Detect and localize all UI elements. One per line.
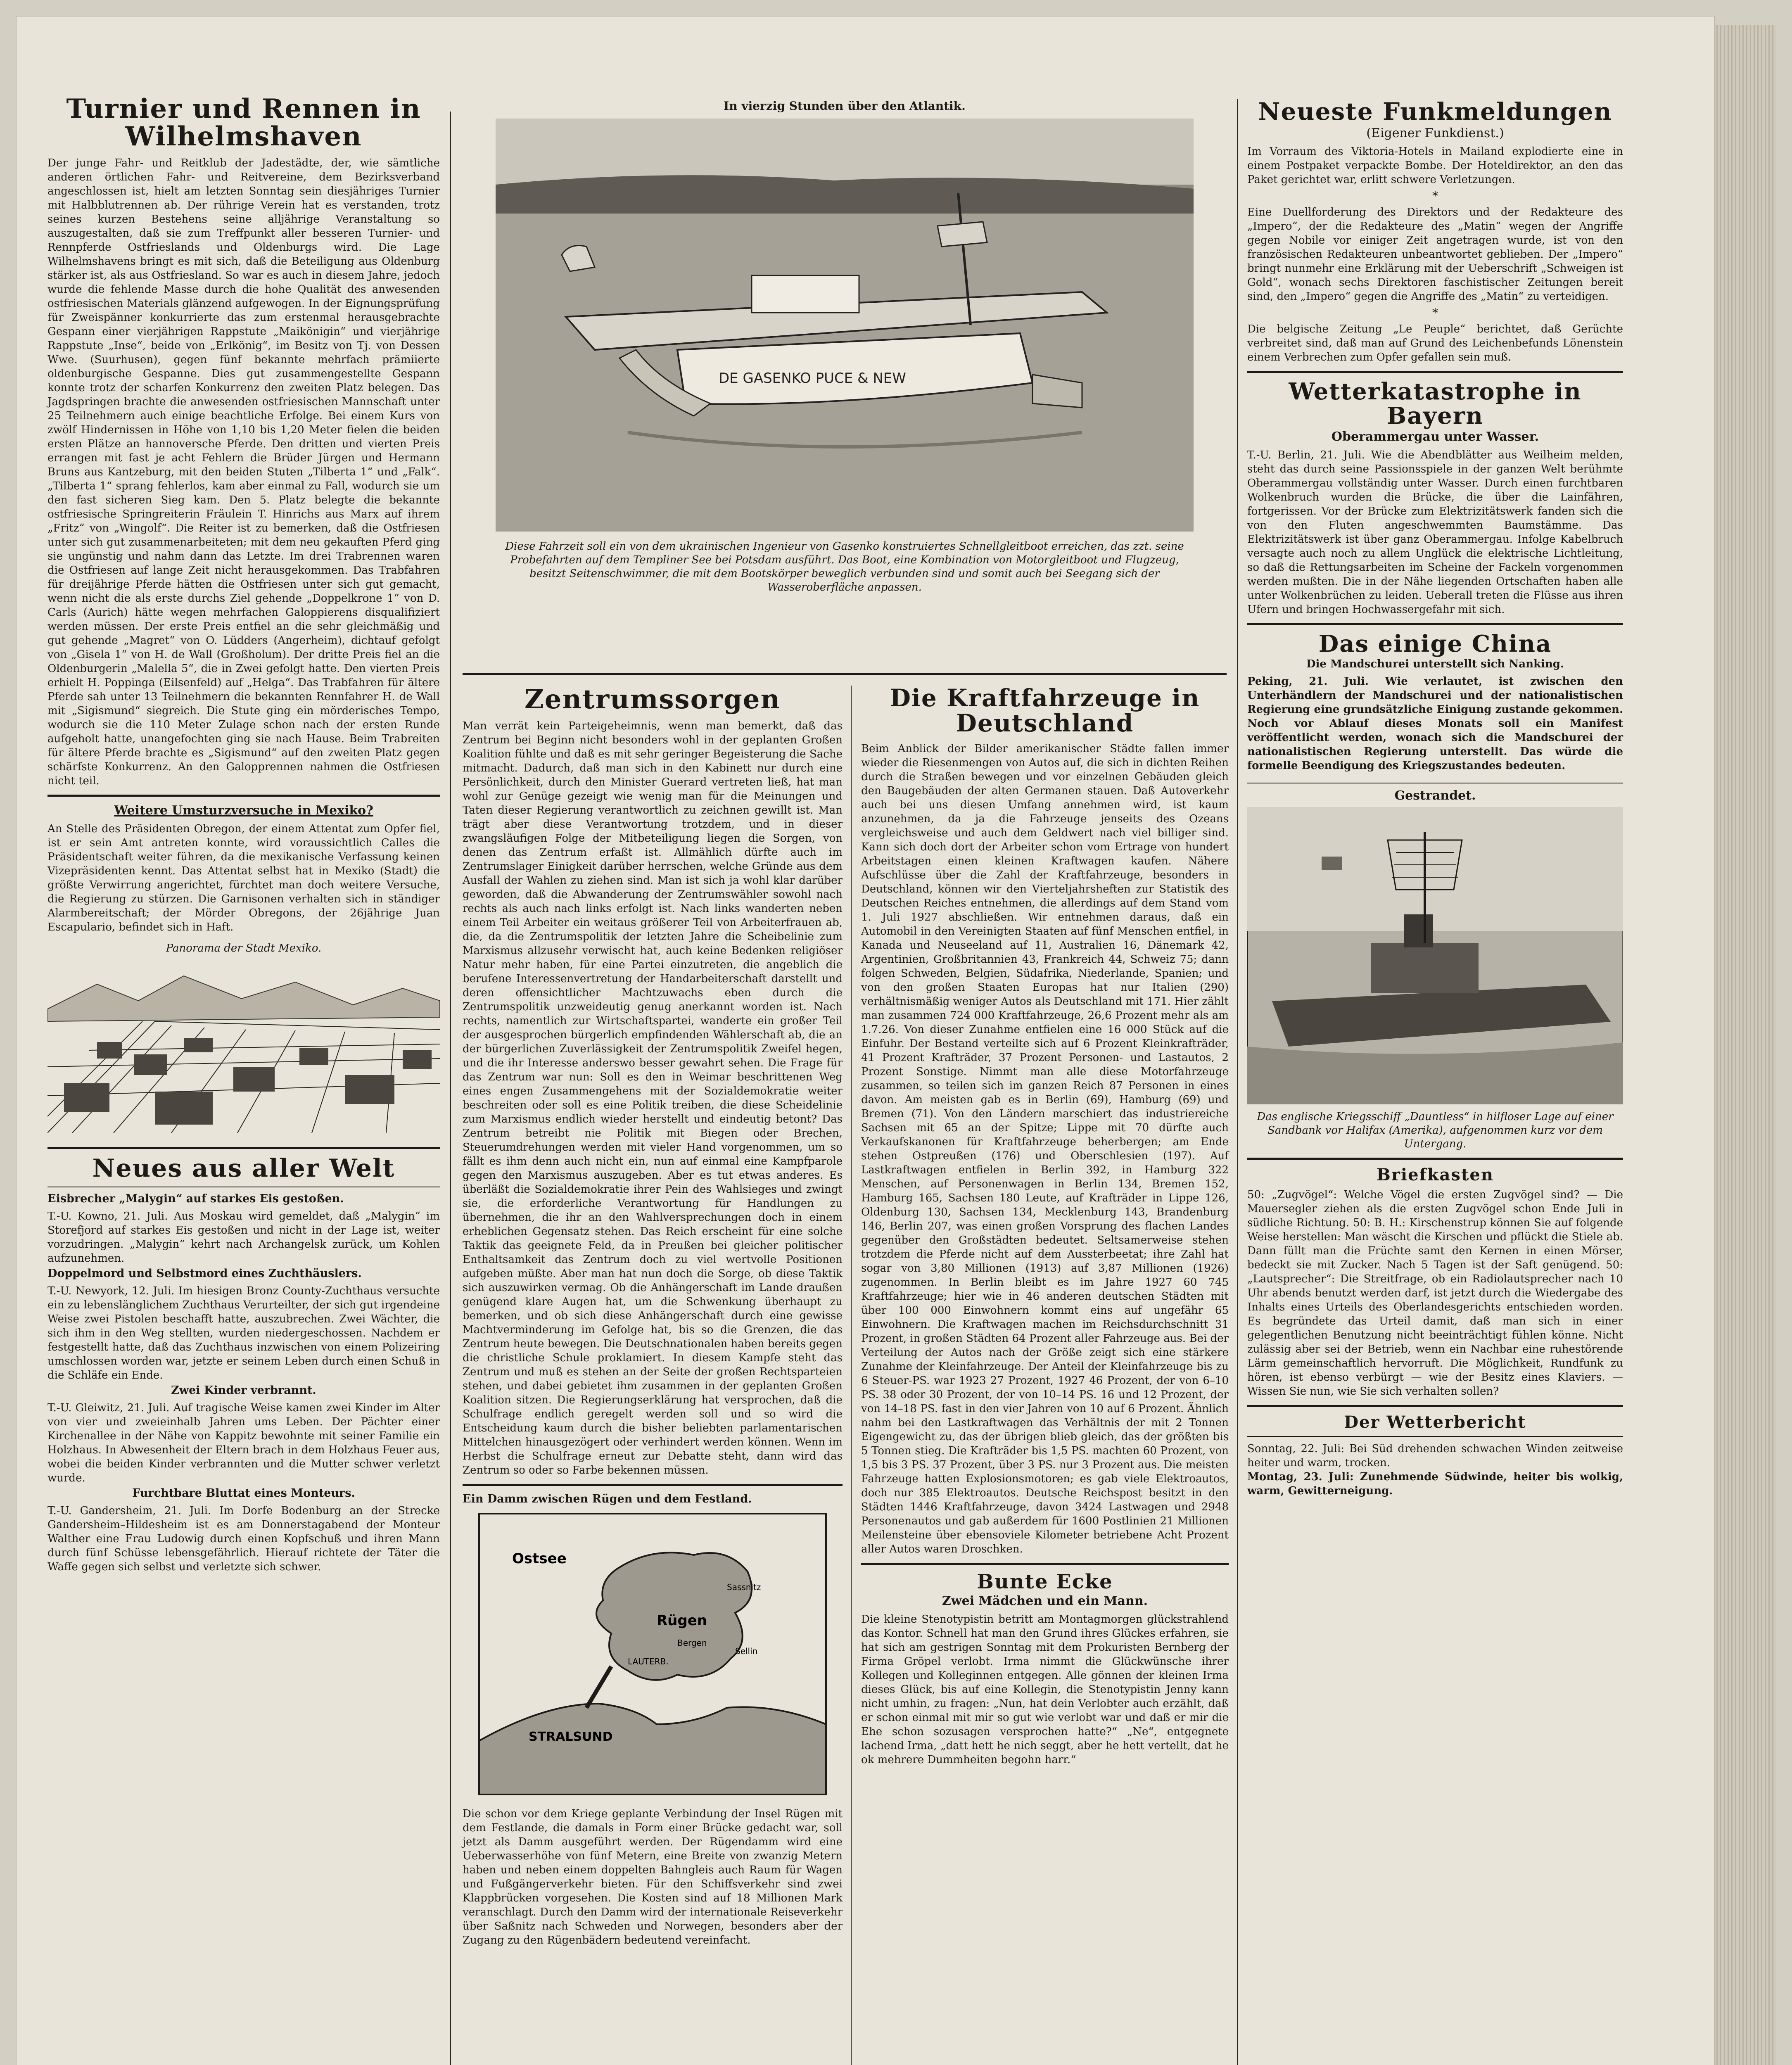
article-bayern: T.-U. Berlin, 21. Juli. Wie die Abendblätter aus Weilheim melden, steht das durch seine Passionsspiele in der ganzen Welt berühmte Oberammergau vollständig unter Wasser. Durch einen furchtbaren Wolkenbruch wurden die Brücke, die über die Lainfähren, fortgerissen. Vor der Brücke zum Elektrizitätswerk fanden sich die von den Fluten angeschwemmten Baumstämme. Das Elektrizitätswerk ist über ganz Oberammergau. Infolge Kabelbruch versagte auch noch zu allem Unglück die elektrische Lichtleitung, so daß die Rettungsarbeiten im Scheine der Fackeln vorgenommen werden mußten. Die in der Nähe liegenden Ortschaften haben alle unter Wolkenbrüchen zu leiden. Ueberall treten die Flüsse aus ihren Ufern und bringen Hochwassergefahr mit sich. — [1247, 449, 1623, 616]
headline-bayern: Wetterkatastrophe in Bayern — [1289, 377, 1582, 430]
photo-caption: Diese Fahrzeit soll ein von dem ukrainischen Ingenieur von Gasenko konstruiertes Schnellgleitboot erreichen, das zzt. seine Probefahrten auf dem Templiner See bei Potsdam ausführt. Das Boot, eine Kombination von Motorgleitboot und Flugzeug, besitzt Seitenschwimmer, die mit dem Bootskörper beweglich verbunden sind und somit auch bei Seegang sich der Wasseroberfläche anpassen. — [505, 540, 1184, 593]
news1-text: T.-U. Kowno, 21. Juli. Aus Moskau wird gemeldet, daß „Malygin“ im Storefjord auf starkes Eis gestoßen und nicht in der Lage ist, weiter vorzudringen. „Malygin“ kehrt nach Archangelsk zurück, um Kohlen aufzunehmen. — [47, 1210, 440, 1265]
map-sellin: Sellin — [735, 1646, 758, 1657]
funk-item-3: Die belgische Zeitung „Le Peuple“ berichtet, daß Gerüchte verbreitet sind, daß man auf Grund des Leichenbefunds Lönenstein einem Verbrechen zum Opfer gefallen sein muß. — [1247, 323, 1623, 363]
headline-neues: Neues aus aller Welt — [92, 1154, 395, 1183]
article-kraft: Beim Anblick der Bilder amerikanischer Städte fallen immer wieder die Riesenmengen von Autos auf, die sich in dichten Reihen durch die Straßen bewegen und vor einzelnen Gebäuden gleich den Baugebäuden der alten Germanen stauen. Daß Autoverkehr auch bei uns diesen Umfang annehmen wird, ist kaum anzunehmen, da ja die Fahrzeuge jenseits des Ozeans vergleichsweise und auch dem Geldwert nach viel billiger sind. Kann sich doch dort der Arbeiter schon vom Ertrage von hundert Arbeitstagen einen kleinen Kraftwagen kaufen. Nähere Aufschlüsse über die Zahl der Kraftfahrzeuge, besonders in Deutschland, können wir den Vierteljahrsheften zur Statistik des Deutschen Reiches entnehmen, die allerdings auf dem Stand vom 1. Juli 1927 abschließen. Wir entnehmen daraus, daß ein Automobil in den Vereinigten Staaten auf fünf Menschen entfiel, in Kanada und Neuseeland auf 11, Australien 16, Dänemark 42, Argentinien, Großbritannien 43, Frankreich 44, Schweiz 75; dann folgen Schweden, Belgien, Südafrika, Niederlande, Spanien; und von den großen Staaten Europas hat nur Italien (290) verhältnismäßig weniger Autos als Deutschland mit 171. Hier zählt man zusammen 724 000 Kraftfahrzeuge, 26,6 Prozent mehr als am 1.7.26. Von dieser Zunahme entfielen eine 16 000 Stück auf die Einfuhr. Der Bestand verteilte sich auf 6 Prozent Kleinkrafträder, 41 Prozent Krafträder, 37 Prozent Personen- und Lastautos, 2 Prozent Sonstige. Nimmt man alle diese Motorfahrzeuge zusammen, so teilen sich im ganzen Reich 87 Personen in eines davon. Am meisten gab es in Berlin (69), Hamburg (69) und Bremen (71). Von den Ländern marschiert das industriereiche Sachsen mit 65 an der Spitze; Lippe mit 70 dürfte auch Verkaufskanonen für Kraftfahrzeuge beherbergen; am Ende stehen Ostpreußen (176) und Oberschlesien (197). Auf Lastkraftwagen entfielen in Berlin 392, in Hamburg 322 Menschen, auf Personenwagen in Berlin 134, Bremen 152, Hamburg 165, Sachsen 180 Leute, auf Krafträder in Lippe 126, Oldenburg 130, Sachsen 134, Mecklenburg 143, Brandenburg 146, Berlin 207, was einen großen Vorsprung des flachen Landes gegenüber den Großstädten bedeutet. Seltsamerweise stehen trotzdem die Pferde nicht auf dem Aussterbeetat; ihre Zahl hat sogar von 3,80 Millionen (1913) auf 3,87 Millionen (1926) zugenommen. In Berlin bleibt es im Jahre 1927 60 745 Kraftfahrzeuge; hier wie in 46 anderen deutschen Städten mit über 100 000 Einwohnern kommt eins auf ungefähr 65 Einwohnern. Die Kraftwagen machen im Reichsdurchschnitt 31 Prozent, in großen Städten 64 Prozent aller Fahrzeuge aus. Bei der Verteilung der Autos nach der Größe zeigt sich eine stärkere Zunahme der Kleinfahrzeuge. Der Anteil der Kleinfahrzeuge bis zu 6 Steuer-PS. war 1923 27 Prozent, 1927 46 Prozent, der von 6–10 PS. 38 oder 30 Prozent, der von 10–14 PS. 16 und 12 Prozent, der von 14–18 PS. fast in den vier Jahren von 10 auf 6 Prozent. Ähnlich nahm bei den Lastkraftwagen das Verhältnis der mit 2 Tonnen Eigengewicht zu, das der übrigen blieb gleich, das der größten bis 5 Tonnen stieg. Die Krafträder bis 1,5 PS. machten 60 Prozent, von 1,5 bis 3 PS. 37 Prozent, über 3 PS. nur 3 Prozent aus. Die meisten Fahrzeuge hatten Explosionsmotoren; es gab viele Elektroautos, doch nur 385 Elektroautos. Deutsche Reichspost besitzt in den Städten 1446 Kraftfahrzeuge, davon 3424 Lastwagen und 2948 Personenautos und gab außerdem für 1600 Postlinien 21 Millionen Meilensteine über ebensoviele Kilometer betriebene Acht Prozent aller Autos waren Droschken. — [861, 742, 1229, 1555]
plane-lettering: DE GASENKO PUCE & NEW — [719, 370, 906, 387]
newspaper-page — [17, 17, 1714, 2065]
headline-mexiko: Weitere Umsturzversuche in Mexiko? — [114, 803, 373, 818]
news3-headline: Zwei Kinder verbrannt. — [171, 1384, 316, 1397]
map-title: Ein Damm zwischen Rügen und dem Festland. — [463, 1493, 752, 1506]
mexico-panorama — [47, 959, 440, 1133]
photo-block — [463, 99, 1227, 594]
headline-funk: Neueste Funkmeldungen — [1258, 97, 1612, 126]
map-sea-label: Ostsee — [512, 1550, 567, 1567]
funk-item-1: Im Vorraum des Viktoria-Hotels in Mailand explodierte eine in einem Postpaket verpackte Bombe. Der Hoteldirektor, an den das Paket gerichtet war, erlitt schwere Verletzungen. — [1247, 145, 1623, 186]
map-sassnitz: Sassnitz — [727, 1582, 761, 1593]
page-edge — [1714, 25, 1776, 2065]
map-lauterbach: LAUTERB. — [628, 1657, 669, 1667]
funk-subtitle: (Eigener Funkdienst.) — [1366, 126, 1504, 140]
news1-headline: Eisbrecher „Malygin“ auf starkes Eis gestoßen. — [47, 1192, 344, 1206]
bayern-subtitle: Oberammergau unter Wasser. — [1331, 430, 1539, 444]
mexico-caption: Panorama der Stadt Mexiko. — [166, 942, 322, 955]
article-turnier: Der junge Fahr- und Reitklub der Jadestädte, der, wie sämtliche anderen örtlichen Fahr- und Reitvereine, dem Bezirksverband angeschlossen ist, hielt am letzten Sonntag sein diesjähriges Turnier mit Halbblutrennen ab. Der rührige Verein hat es verstanden, trotz seines kurzen Bestehens seine alljährige Veranstaltung so auszugestalten, daß sie zum Treffpunkt aller besseren Turnier- und Rennpferde Ostfrieslands und Oldenburgs wird. Die Lage Wilhelmshavens bringt es mit sich, daß die Beteiligung aus Oldenburg stärker ist, als aus Ostfriesland. So war es auch in diesem Jahre, jedoch wurde die fehlende Masse durch die hohe Qualität des anwesenden ostfriesischen Materials glänzend aufgewogen. In der Eignungsprüfung für Zweispänner konkurrierte das zum erstenmal herausgebrachte Gespann einer vierjährigen Rappstute „Maikönigin“ und vierjährige Rappstute „Inse“, beide von „Erlkönig“, im Besitz von Tj. von Dessen Wwe. (Suurhusen), gegen fünf bekannte mehrfach prämiierte oldenburgische Gespanne. Dies gut zusammengestellte Gespann konnte trotz der scharfen Konkurrenz den zweiten Platz belegen. Das Jagdspringen brachte die anwesenden ostfriesischen Mannschaft unter 25 Teilnehmern auch einige beachtliche Erfolge. Bei einem Kurs von zwölf Hindernissen in Höhe von 1,10 bis 1,20 Meter fielen die beiden ersten Plätze an hannoversche Pferde. Den dritten und vierten Preis errangen mit fast je acht Fehlern die Brüder Jürgen und Hermann Bruns aus Kantzeburg, mit den beiden Stuten „Tilberta 1“ und „Falk“. „Tilberta 1“ sprang fehlerlos, kam aber einmal zu Fall, wodurch sie um den fast sicheren Sieg kam. Den 5. Platz belegte die bekannte ostfriesische Springreiterin Fräulein T. Hinrichs aus Marx auf ihrem „Fritz“ von „Wingolf“. Die Reiter ist zu bemerken, daß die Ostfriesen unter sich gut zusammenarbeiteten; mit dem neu gekauften Pferd ging sie ungünstig und nahm dann das Letzte. Im drei Trabrennen waren die Ostfriesen auf lange Zeit nicht herausgekommen. Das Trabfahren für dreijährige Pferde hätten die Ostfriesen unter sich gut gemacht, wenn nicht die als erste durchs Ziel gehende „Doppelkrone 1“ von D. Carls (Aurich) hätte wegen mehrfachen Galoppierens disqualifiziert werden müssen. Der erste Preis entfiel an die sehr gleichmäßig und gut gehende „Magret“ von O. Lüdders (Angerheim), dichtauf gefolgt von „Gisela 1“ von H. de Wall (Großholum). Der dritte Preis fiel an die Oldenburgerin „Malella 5“, die in Zwei gefolgt hatte. Den vierten Preis erhielt H. Poppinga (Eilsenfeld) auf „Helga“. Das Trabfahren für ältere Pferde sah unter 13 Teilnehmern die bekannten Rennfahrer H. de Wall mit „Sigismund“ siegreich. Die Stute ging ein mörderisches Tempo, wodurch sie die 110 Meter Zulage schon nach der ersten Runde aufgeholt hatte, unangefochten ging sie nach Hause. Beim Trabreiten für ältere Pferde brachte es „Sigismund“ auf den zweiten Platz gegen schärfste Konkurrenz. An den Galopprennen nahmen die Ostfriesen nicht teil. — [47, 157, 440, 788]
article-ruegen: Die schon vor dem Kriege geplante Verbindung der Insel Rügen mit dem Festlande, die damals in Form einer Brücke gedacht war, soll jetzt als Damm ausgeführt werden. Der Rügendamm wird eine Ueberwasserhöhe von fünf Metern, eine Breite von zwanzig Metern haben und neben einem doppelten Bahngleis auch Raum für Wagen und Fußgängerverkehr bieten. Für den Schiffsverkehr sind zwei Klappbrücken vorgesehen. Die Kosten sind auf 18 Millionen Mark veranschlagt. Durch den Damm wird der internationale Reiseverkehr über Saßnitz nach Schweden und Norwegen, besonders aber der Zugang zu den Rügenbädern bedeutend vereinfacht. — [463, 1808, 843, 1947]
funk-item-2: Eine Duellforderung des Direktors und der Redakteure des „Impero“, der die Redakteure des „Matin“ wegen der Angriffe gegen Nobile vor einiger Zeit angetragen wurde, ist von den französischen Redakteuren unbeantwortet geblieben. Der „Impero“ bringt nunmehr eine Erklärung mit der Ueberschrift „Schweigen ist Gold“, wonach sechs Direktoren faschistischer Zeitungen bereit sind, den „Impero“ gegen die Angriffe des „Matin“ zu verteidigen. — [1247, 206, 1623, 303]
headline-bunte: Bunte Ecke — [977, 1570, 1113, 1593]
column-4: Neueste Funkmeldungen (Eigener Funkdienst.) Im Vorraum des Viktoria-Hotels in Mailand explodierte eine in einem Postpaket verpackte Bombe. Der Hoteldirektor, an den das Paket gerichtet war, erlitt schwere Verletzungen. * Eine Duellforderung des Direktors und der Redakteure des „Impero“, der die Redakteure des „Matin“ wegen der Angriffe gegen Nobile vor einiger Zeit angetragen wurde, ist von den französischen Redakteuren unbeantwortet geblieben. Der „Impero“ bringt nunmehr eine Erklärung mit der Ueberschrift „Schweigen ist Gold“, wonach sechs Direktoren faschistischer Zeitungen bereit sind, den „Impero“ gegen die Angriffe des „Matin“ zu verteidigen. * Die belgische Zeitung „Le Peuple“ berichtet, daß Gerüchte verbreitet sind, daß man auf Grund des Leichenbefunds Lönenstein einem Verbrechen zum Opfer gefallen sein muß. Wetterkatastrophe in Bayern Oberammergau unter Wasser. T.-U. Berlin, 21. Juli. Wie die Abendblätter aus Weilheim melden, steht das durch seine Passionsspiele in der ganzen Welt berühmte Oberammergau vollständig unter Wasser. Durch einen furchtbaren Wolkenbruch wurden die Brücke, die über die Lainfähren, fortgerissen. Vor der Brücke zum Elektrizitätswerk fanden sich die von den Fluten angeschwemmten Baumstämme. Das Elektrizitätswerk ist über ganz Oberammergau. Infolge Kabelbruch versagte auch noch zu allem Unglück die elektrische Lichtleitung, so daß die Rettungsarbeiten im Scheine der Fackeln vorgenommen werden mußten. Die in der Nähe liegenden Ortschaften haben alle unter Wolkenbrüchen zu leiden. Ueberall treten die Flüsse aus ihren Ufern und bringen Hochwassergefahr mit sich. Das einige China Die Mandschurei unterstellt sich Nanking. Peking, 21. Juli. Wie verlautet, ist zwischen den Unterhändlern der Mandschurei und der nationalistischen Regierung eine grundsätzliche Einigung zustande gekommen. Noch vor Ablauf dieses Monats soll ein Manifest veröffentlicht werden, wonach sich die Mandschurei der nationalistischen Regierung unterstellt. Das würde die formelle Beendigung des Kriegszustandes bedeuten. Gestrandet. Das englische Kriegsschiff „Dauntless“ in hilfloser Lage auf einer Sandbank vor Halifax (Amerika), aufgenommen kurz vor dem Untergang. Briefkasten 50: „Zugvögel“: Welche Vögel die ersten Zugvögel sind? — Die Mauersegler ziehen als die ersten Zugvögel schon Ende Juli in südliche Richtung. 50: B. H.: Kirschenstrup können Sie auf folgende Weise herstellen: Man wäscht die Kirschen und pflückt die Stiele ab. Dann füllt man die Früchte samt den Kernen in einen Mörser, bedeckt sie mit Zucker. Nach 5 Tagen ist der Saft genügend. 50: „Lautsprecher“: Die Streitfrage, ob ein Radiolautsprecher nach 10 Uhr abends benutzt werden darf, ist jetzt durch die Wiedergabe des Inhalts eines Urteils des Oberlandesgerichts entschieden worden. Es begründete das Urteil damit, daß man sich in einer gelegentlichen Benutzung nicht beeinträchtigt fühlen könne. Nicht zulässig aber sei der Betrieb, wenn ein Nachbar eine ruhestörende Lärm gemeinschaftlich hervorruft. Die Möglichkeit, Rundfunk zu hören, ist ebenso verbürgt — wie der Besitz eines Klaviers. — Wissen Sie nun, wie Sie sich verhalten sollen? Der Wetterbericht Sonntag, 22. Juli: Bei Süd drehenden schwachen Winden zeitweise heiter und warm, trocken. Montag, 23. Juli: Zunehmende Südwinde, heiter bis wolkig, warm, Gewitterneigung. — [1247, 97, 1623, 1498]
seaplane-photo — [463, 119, 1227, 532]
headline-brief: Briefkasten — [1377, 1165, 1494, 1185]
news4-headline: Furchtbare Bluttat eines Monteurs. — [132, 1487, 355, 1500]
map-island-label: Rügen — [657, 1612, 707, 1629]
article-bunte: Die kleine Stenotypistin betritt am Montagmorgen glückstrahlend das Kontor. Schnell hat man den Grund ihres Glückes erfahren, sie hat sich am gestrigen Sonntag mit dem Prokuristen Bernberg der Firma Gröpel verlobt. Irma nimmt die Glückwünsche ihrer Kollegen und Kolleginnen entgegen. Alle gönnen der kleinen Irma dieses Glück, bis auf eine Kollegin, die Stenotypistin Jenny kann nicht umhin, zu fragen: „Nun, hat dein Verlobter auch erzählt, daß er schon einmal mit mir so gut wie verlobt war und daß er mir die Ehe schon sozusagen versprochen hatte?“ „Ne“, entgegnete lachend Irma, „datt hett he nich seggt, aber he hett vertellt, dat he ok mehrere Dummheiten begohn harr.“ — [861, 1613, 1229, 1766]
column-3 — [861, 686, 1229, 1767]
article-zentrum: Man verrät kein Parteigeheimnis, wenn man bemerkt, daß das Zentrum bei Beginn nicht besonders wohl in der geplanten Großen Koalition fühlte und daß es mit sehr geringer Begeisterung die Sache mitmacht. Dadurch, daß man sich in den Kabinett nur durch eine Persönlichkeit, durch den Minister Guerard vertreten ließ, hat man wohl zur Genüge gezeigt wie wenig man für die Meinungen und Taten dieser Regierung verantwortlich zu zeichnen gewillt ist. Man trägt aber diese Verantwortung trotzdem, und in dieser zwangsläufigen Folge der Mitbeteiligung liegen die Sorgen, von denen das Zentrum erfaßt ist. Allmählich dürfte auch im Zentrumslager Einigkeit darüber herrschen, welche Gründe aus dem Ausfall der Wahlen zu ziehen sind. Man ist sich ja wohl klar darüber geworden, daß die Abwanderung der Zentrumswähler sowohl nach rechts als auch nach links erfolgt ist. Nach links wanderten neben einem Teil Arbeiter ein weitaus größerer Teil von Arbeiterfrauen ab, die, da die Zentrumspolitik der letzten Jahre die Scheibelinie zum Marxismus allzusehr verwischt hat, auch keine Bedenken religiöser Natur mehr haben, für eine Partei einzutreten, die angeblich die berufene Interessenvertretung der Handarbeiterschaft darstellt und deren offensichtlicher Machtzuwachs eben durch die Zentrumspolitik unzweideutig genug anerkannt worden ist. Nach rechts, namentlich zur Wirtschaftspartei, wanderte ein großer Teil der ausgesprochen bürgerlich empfindenden Wählerschaft ab, die an der bürgerlichen Zuverlässigkeit der Zentrumspolitik Zweifel hegen, und die ihr Interesse anderswo besser gewahrt sehen. Die Frage für das Zentrum war nun: Soll es den in Weimar beschrittenen Weg eines engen Zusammengehens mit der Sozialdemokratie weiter beschreiten oder soll es eine Politik treiben, die diese Scheidelinie zum Marxismus endlich wieder herstellt und eindeutig betont? Das Zentrum betreibt nie Politik mit Biegen oder Brechen, Steuerumdrehungen werden mit vieler Hand vorgenommen, um so fällt es ihm denn auch nicht ein, nun auf einmal eine Kampfparole gegen den Marxismus auszugeben. Aber es tut etwas anderes. Es überläßt die Sozialdemokratie ihrer Pein des Wahlsieges und zwingt sie, die erforderliche Verantwortung für Handlungen zu übernehmen, die ihr an den Wahlversprechungen doch in einem erheblichen Gegensatz stehen. Das Reich erscheint für eine solche Taktik das geeignete Feld, da in Preußen bei gleicher politischer Enthaltsamkeit das Zentrum doch zu viel wertvolle Positionen aufgeben müßte. Aber man hat nun doch die Sorge, ob diese Taktik sich auszuwirken vermag. Ob die Anhängerschaft im Lande draußen genügend klare Augen hat, um die Schwenkung überhaupt zu bemerken, und ob sich diese Anhängerschaft durch eine gewisse Machtverminderung im Gefolge hat, bis so die Grenzen, die das Zentrum heute bewegen. Die Deutschnationalen haben bereits gegen die christliche Schule proklamiert. In diesem Kampfe steht das Zentrum und muß es stehen an der Seite der großen Rechtsparteien stehen, und dabei gebietet ihm zusammen in der geplanten Großen Koalition sitzen. Die Regierungserklärung hat versprochen, daß die Schulfrage endlich geregelt werden soll und so wird die Entscheidung kaum durch die bisher beliebten parlamentarischen Mittelchen hinausgezögert oder verhindert werden können. Wenn im Herbst die Schulfrage erneut zur Debatte steht, dann wird das Zentrum so oder so Farbe bekennen müssen. — [463, 720, 843, 1477]
map-bergen: Bergen — [677, 1638, 707, 1648]
column-1 — [47, 95, 440, 1574]
map-city-label: STRALSUND — [529, 1730, 613, 1745]
headline-china: Das einige China — [1318, 630, 1552, 658]
article-brief: 50: „Zugvögel“: Welche Vögel die ersten Zugvögel sind? — Die Mauersegler ziehen als die ersten Zugvögel schon Ende Juli in südliche Richtung. 50: B. H.: Kirschenstrup können Sie auf folgende Weise herstellen: Man wäscht die Kirschen und pflückt die Stiele ab. Dann füllt man die Früchte samt den Kernen in einen Mörser, bedeckt sie mit Zucker. Nach 5 Tagen ist der Saft genügend. 50: „Lautsprecher“: Die Streitfrage, ob ein Radiolautsprecher nach 10 Uhr abends benutzt werden darf, ist jetzt durch die Wiedergabe des Inhalts eines Urteils des Oberlandesgerichts entschieden worden. Es begründete das Urteil damit, daß man sich in einer gelegentlichen Benutzung nicht beeinträchtigt fühlen könne. Nicht zulässig aber sei der Betrieb, wenn ein Nachbar eine ruhestörende Lärm gemeinschaftlich hervorruft. Die Möglichkeit, Rundfunk zu hören, ist ebenso verbürgt — wie der Besitz eines Klaviers. — Wissen Sie nun, wie Sie sich verhalten sollen? — [1247, 1189, 1623, 1398]
news4-text: T.-U. Gandersheim, 21. Juli. Im Dorfe Bodenburg an der Strecke Gandersheim–Hildesheim ist es am Donnerstagabend der Monteur Walther eine Frau Ludowig durch einen Kopfschuß und ihren Mann durch fünf Schüsse lebensgefährlich. Hierauf richtete der Täter die Waffe gegen sich selbst und verletzte sich schwer. — [47, 1505, 440, 1574]
ship-photo — [1247, 807, 1623, 1104]
column-2 — [463, 686, 843, 1947]
article-china: Peking, 21. Juli. Wie verlautet, ist zwischen den Unterhändlern der Mandschurei und der nationalistischen Regierung eine grundsätzliche Einigung zustande gekommen. Noch vor Ablauf dieses Monats soll ein Manifest veröffentlicht werden, wonach sich die Mandschurei der nationalistischen Regierung unterstellt. Das würde die formelle Beendigung des Kriegszustandes bedeuten. — [1247, 675, 1623, 772]
photo-title: In vierzig Stunden über den Atlantik. — [724, 99, 966, 113]
news2-headline: Doppelmord und Selbstmord eines Zuchthäuslers. — [47, 1267, 362, 1280]
china-subtitle: Die Mandschurei unterstellt sich Nanking. — [1306, 658, 1564, 671]
article-mexiko: An Stelle des Präsidenten Obregon, der einem Attentat zum Opfer fiel, ist er sein Amt antreten konnte, wird voraussichtlich Calles die Präsidentschaft weiter führen, da die mexikanische Verfassung keinen Vizepräsidenten kennt. Das Attentat selbst hat in Mexiko (Stadt) die größte Verwirrung angerichtet, fürchtet man doch weitere Versuche, die Regierung zu stürzen. Die Garnisonen verhalten sich in ständiger Alarmbereitschaft; der Mörder Obregons, der 26jährige Juan Escapulario, befindet sich in Haft. — [47, 823, 440, 934]
news3-text: T.-U. Gleiwitz, 21. Juli. Auf tragische Weise kamen zwei Kinder im Alter von vier und zweieinhalb Jahren ums Leben. Der Pächter einer Kirchenallee in der Nähe von Kappitz bewohnte mit seiner Familie ein Holzhaus. In Abwesenheit der Eltern brach in dem Holzhaus Feuer aus, wobei die beiden Kinder verbrannten und die Mutter schwer verletzt wurde. — [47, 1402, 440, 1485]
news2-text: T.-U. Newyork, 12. Juli. Im hiesigen Bronz County-Zuchthaus versuchte ein zu lebenslänglichem Zuchthaus Verurteilter, der sich gut irgendeine Weise zwei Pistolen beschafft hatte, auszubrechen. Zwei Wächter, die sich ihm in den Weg stellten, wurden niedergeschossen. Nachdem er festgestellt hatte, daß das Zuchthaus inzwischen von einem Polizeiring umschlossen worden war, jetzte er seinem Leben durch einen Schuß in die Schläfe ein Ende. — [47, 1285, 440, 1382]
bunte-subtitle: Zwei Mädchen und ein Mann. — [942, 1594, 1148, 1609]
ruegen-map — [463, 1510, 843, 1799]
headline-turnier: Turnier und Rennen in Wilhelmshaven — [66, 93, 421, 152]
headline-wetter: Der Wetterbericht — [1344, 1412, 1526, 1432]
headline-kraft: Die Kraftfahrzeuge in Deutschland — [890, 684, 1200, 737]
wetter-day-2: Montag, 23. Juli: Zunehmende Südwinde, heiter bis wolkig, warm, Gewitterneigung. — [1247, 1471, 1623, 1498]
ship-title: Gestrandet. — [1394, 788, 1476, 803]
headline-zentrum: Zentrumssorgen — [525, 684, 781, 715]
ship-caption: Das englische Kriegsschiff „Dauntless“ in hilfloser Lage auf einer Sandbank vor Halifax (Amerika), aufgenommen kurz vor dem Untergang. — [1257, 1111, 1614, 1151]
wetter-day-1: Sonntag, 22. Juli: Bei Süd drehenden schwachen Winden zeitweise heiter und warm, trocken. — [1247, 1443, 1623, 1469]
